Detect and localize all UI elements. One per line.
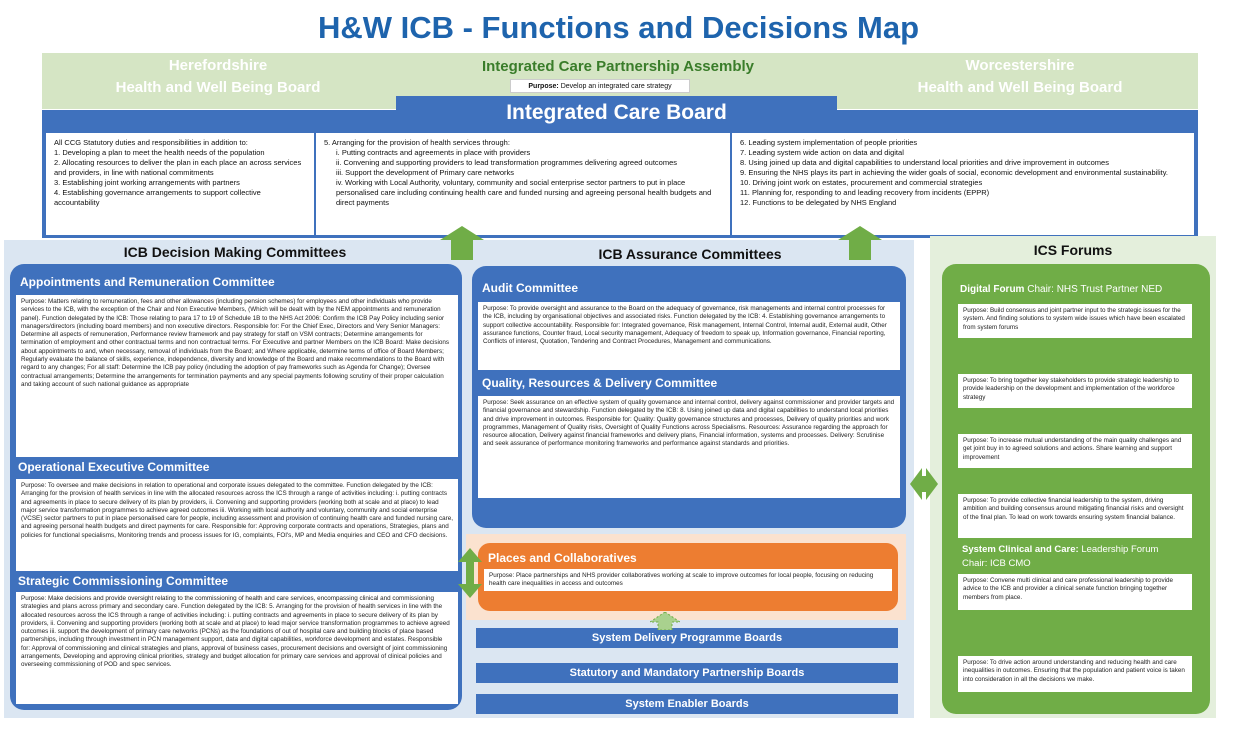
icb-col3-line: 6. Leading system implementation of people priorities [740, 138, 918, 147]
bar-enabler: System Enabler Boards [476, 694, 898, 714]
arc-text: Purpose: Matters relating to remuneration, fees and other allowances (including pension schemes) for employees and other individuals who provide services to the ICB, with the exception of the Chair and Non Executive Members, (Which will be dealt with by the NEM appointments and remuneration panel). Function delegated by the ICB: Those relating to para 17 to 19 of Schedule 1B to the NHS Act 2006: Confirm the ICB Pay Policy including senior managers/directors (including board members) and non executive directors. Responsible for: For the Chief Exec, Directors and Very Senior Managers: Determine all aspects of remuneration, Performance review framework and pay strategy for staff on VSM contracts; Determine arrangements for termination of employment and other contractual terms and non contractual terms. For Executive and partner Members on the ICB Board: Make decisions about appointments to and, when necessary, removal of individuals from the Board; and Where applicable, determine terms of office of Board Members; Regularly evaluate the balance of skills, experience, independence, diversity and knowledge of the Board and make recommendations to the Board with regard to any changes; For all staff: Determine the ICB pay policy (including the adoption of pay frameworks such as Agenda for Change); Oversee contractual arrangements; Determine the arrangements for termination payments and any special payments following scrutiny of their proper calculation and taking account of such national guidance as appropriate [16, 295, 458, 457]
icb-col-2 [316, 133, 730, 235]
icb-col3-line: 12. Functions to be delegated by NHS England [740, 198, 897, 207]
places-text: Purpose: Place partnerships and NHS provider collaboratives working at scale to improve outcomes for local people, focusing on reducing health care inequalities in access and outcomes [484, 569, 892, 591]
clinical-forum-chair: Chair: ICB CMO [962, 558, 1031, 569]
audit-text: Purpose: To provide oversight and assurance to the Board on the adequacy of governance, risk managements and internal control processes for the ICB, including by organisational objectives and associated risks. Function delegated by the ICB: 4. Establishing governance arrangements to support collective accountability. Responsible for: Integrated governance, Risk management, Internal Control, Internal audit, External audit, Other assurance functions, Counter fraud, Local security management, Adequacy of freedom to speak up, Information governance, Financial reporting, Conflicts of interest, Quotation, Tendering and Contract Procedures, Management and communications. [478, 302, 900, 370]
forum-purpose-1: Purpose: Build consensus and joint partner input to the strategic issues for the system. And finding solutions to system wide issues which have been escalated from system forums [958, 304, 1192, 338]
icb-col3-line: 8. Using joined up data and digital capabilities to understand local priorities and drive improvement in outcomes [740, 158, 1109, 167]
icb-col1-line: All CCG Statutory duties and responsibilities in addition to: [54, 138, 248, 147]
icb-col2-line: ii. Convening and supporting providers to lead transformation programmes delivering agreed outcomes [336, 158, 678, 167]
bar-system-delivery: System Delivery Programme Boards [476, 628, 898, 648]
clinical-forum-title: System Clinical and Care: [962, 544, 1079, 555]
clinical-forum-sub: Leadership Forum [1081, 544, 1159, 555]
worcestershire-label: Worcestershire [965, 57, 1075, 74]
icpa-purpose [510, 79, 690, 93]
digital-forum-heading [960, 284, 1200, 295]
icb-col2-line: 5. Arranging for the provision of health services through: [324, 138, 510, 147]
worcestershire-sub: Health and Well Being Board [917, 79, 1123, 96]
icb-col2-line: iii. Support the development of Primary care networks [336, 168, 514, 177]
forum-purpose-4: Purpose: To provide collective financial leadership to the system, driving ambition and building consensus around mitigating financial risks and oversight of the final plan. To lead on work towards ensuring system financial balance. [958, 494, 1192, 538]
forum-purpose-6: Purpose: To drive action around understanding and reducing health and care inequalities in outcomes. Ensuring that the population and patient voice is taken into consideration in all the decisions we make. [958, 656, 1192, 692]
icb-col3-line: 10. Driving joint work on estates, procurement and commercial strategies [740, 178, 983, 187]
icb-col1-line: 4. Establishing governance arrangements to support collective accountability [54, 188, 261, 207]
icpa-title: Integrated Care Partnership Assembly [481, 58, 755, 75]
page-title: H&W ICB - Functions and Decisions Map [317, 10, 920, 45]
icb-col1-line: 2. Allocating resources to deliver the plan in each place an across services and providers, in line with national commitments [54, 158, 302, 177]
oec-text: Purpose: To oversee and make decisions in relation to operational and corporate issues delegated to the committee. Function delegated by the ICB: Arranging for the provision of health services in line with the allocated resources across the ICS through a range of activities including: i. putting contracts and agreements in place to secure delivery of its plan by providers, ii. Convening and supporting providers (working both at scale and at place) to lead major service transformation programmes to achieve agreed outcomes iii. Working with local authority and voluntary, community and social enterprise (VCSE) sector partners to put in place personalised care for people, including assessment and provision of continuing health care and funded nursing care, and agreeing personal health budgets and direct payments for care. Responsible for: Approving corporate contracts and operations, Strategies, plans and policies for functional specialisms, Monitoring trends and process issues for IG, complaints, FOI's, MP and Media enquiries and CEO and CFO decisions. [16, 479, 458, 571]
digital-forum-chair: Chair: NHS Trust Partner NED [1027, 284, 1163, 295]
scc-text: Purpose: Make decisions and provide oversight relating to the commissioning of health and care services, encompassing clinical and commissioning strategies and plans across primary and secondary care. Function delegated by the ICB: 5. Arranging for the provision of health services in line with the allocated resources across the ICS through a range of activities including: i. putting contracts and agreements in place to secure delivery of its plan by providers, ii. Convening and supporting providers (working both at scale and at place) to lead major service transformation programmes to achieve agreed outcomes iii. support the development of primary care networks (PCNs) as the foundations of out of hospital care and building blocks of place based partnerships, including through investment in PCN management support, data and digital capabilities, workforce development and estates. Responsible for: Approval of commissioning and clinical strategies and plans, approval of business cases, procurement decisions and oversight of joint commissioning arrangements, Developing and approving clinical priorities, strategy and budget allocation for primary care services and approval of clinical policies and overseeing commissioning of POD and spec services. [16, 592, 458, 704]
herefordshire-label: Herefordshire [168, 57, 268, 74]
herefordshire-sub: Health and Well Being Board [115, 79, 321, 96]
worcestershire-hwb [842, 55, 1198, 99]
forum-purpose-3: Purpose: To increase mutual understanding of the main quality challenges and get joint buy in to agreed solutions and actions. Share learning and support improvement [958, 434, 1192, 468]
oec-title: Operational Executive Committee [18, 460, 210, 474]
icb-col1-line: 1. Developing a plan to meet the health needs of the population [54, 148, 265, 157]
icpa-purpose-label: Purpose: [528, 83, 559, 90]
audit-title: Audit Committee [482, 281, 578, 295]
places-title: Places and Collaboratives [488, 551, 637, 565]
qrd-title: Quality, Resources & Delivery Committee [482, 376, 718, 390]
clinical-forum-heading [962, 543, 1202, 571]
arc-title: Appointments and Remuneration Committee [20, 275, 275, 289]
forums-title: ICS Forums [1033, 242, 1113, 258]
icb-title: Integrated Care Board [396, 96, 837, 130]
assurance-title: ICB Assurance Committees [598, 246, 782, 262]
icb-col3-line: 7. Leading system wide action on data and digital [740, 148, 904, 157]
icb-col2-line: iv. Working with Local Authority, voluntary, community and social enterprise sector partners to put in place personalised care including continuing health care and funded nursing and agreeing personal health budgets and direct payments [336, 178, 712, 207]
herefordshire-hwb [42, 55, 394, 99]
scc-title: Strategic Commissioning Committee [18, 574, 229, 588]
decision-title: ICB Decision Making Committees [123, 244, 347, 260]
dashed-arrow-icon [650, 612, 680, 630]
forum-purpose-2: Purpose: To bring together key stakeholders to provide strategic leadership to provide leadership on the development and implementation of the workforce strategy [958, 374, 1192, 408]
arrow-up-icon [440, 226, 484, 240]
arrow-up-icon [838, 226, 882, 240]
qrd-text: Purpose: Seek assurance on an effective system of quality governance and internal control, delivery against commissioner and provider targets and financial governance and stewardship. Function delegated by the ICB: 8. Using joined up data and digital capabilities to understand local priorities and drive improvement in outcomes. Responsible for: Quality: Quality governance structures and processes, Delivery of quality priorities and work programmes, Management of Quality risks, Oversight of Quality Functions across Specialisms. Resources: Assurance regarding the approach for resource allocation, Delivery against financial frameworks and delivery plans, Financial information, systems and processes. Delivery: Scrutinise and seek assurance of performance monitoring frameworks and performance against standards and priorities. [478, 396, 900, 498]
bar-statutory: Statutory and Mandatory Partnership Boards [476, 663, 898, 683]
icb-col1-line: 3. Establishing joint working arrangements with partners [54, 178, 240, 187]
double-arrow-icon [458, 548, 482, 598]
icb-col2-line: i. Putting contracts and agreements in place with providers [336, 148, 531, 157]
icb-col-3 [732, 133, 1194, 235]
forum-purpose-5: Purpose: Convene multi clinical and care professional leadership to provide advice to the ICB and provider a clinical senate function bringing together members from place. [958, 574, 1192, 610]
icb-col3-line: 11. Planning for, responding to and leading recovery from incidents (EPPR) [740, 188, 990, 197]
icpa-purpose-text: Develop an integrated care strategy [560, 83, 672, 90]
icb-col3-line: 9. Ensuring the NHS plays its part in achieving the wider goals of social, economic development and environmental sustainability. [740, 168, 1169, 177]
icb-col-1 [46, 133, 314, 235]
double-arrow-icon [910, 456, 938, 512]
digital-forum-title: Digital Forum [960, 284, 1025, 295]
